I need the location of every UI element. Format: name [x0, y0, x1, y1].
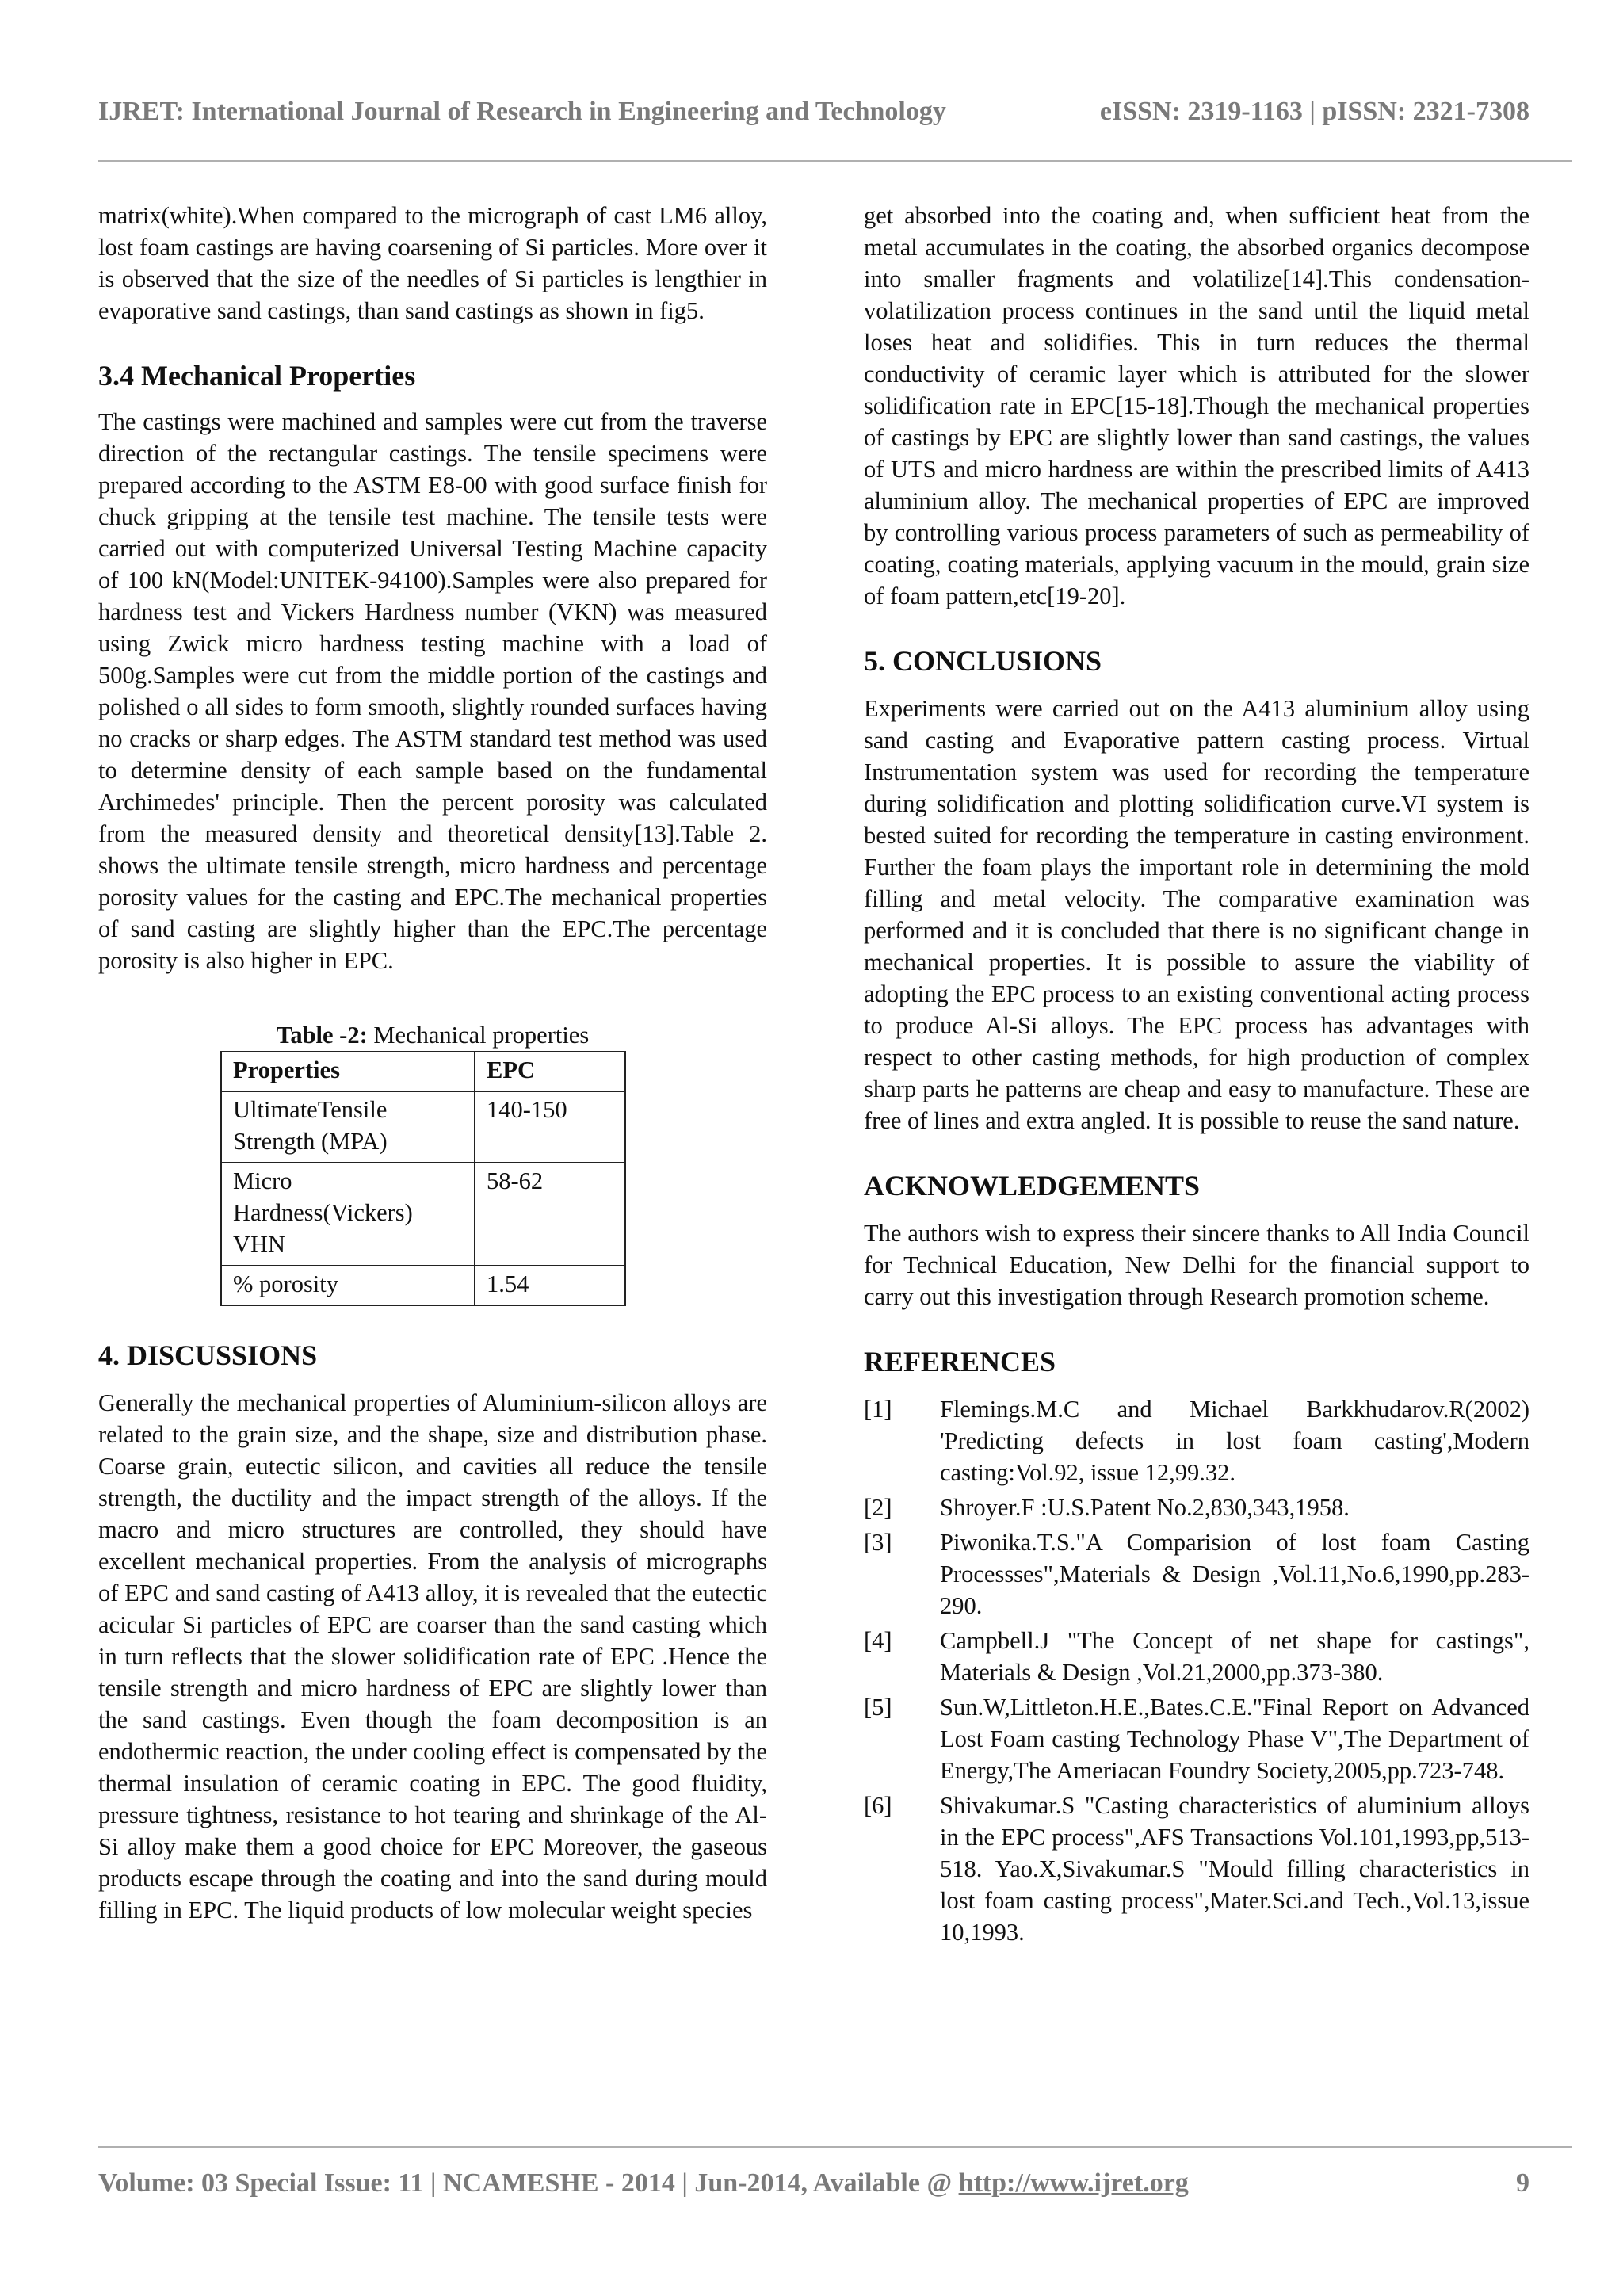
table-row	[221, 1091, 625, 1163]
reference-item: [1] Flemings.M.C and Michael Barkkhudarov.R(2002) 'Predicting defects in lost foam casting',Modern casting:Vol.92, issue 12,99.32.	[864, 1396, 1529, 1486]
table-header-cell: EPC	[475, 1052, 625, 1091]
left-column	[98, 200, 767, 1926]
references-heading: REFERENCES	[864, 1346, 1056, 1377]
table-cell: % porosity	[221, 1266, 475, 1305]
table-cell: Micro Hardness(Vickers) VHN	[221, 1163, 475, 1266]
table-caption: Table -2: Mechanical properties	[276, 1022, 590, 1049]
page-number: 9	[1516, 2168, 1529, 2198]
table-row	[221, 1163, 625, 1266]
right-column	[864, 200, 1529, 1951]
footer-rule	[98, 2146, 1572, 2148]
journal-title: IJRET: International Journal of Research in Engineering and Technology	[98, 97, 946, 126]
discussions-paragraph: Generally the mechanical properties of Aluminium-silicon alloys are related to the grain size, and the shape, size and distribution phase. Coarse grain, eutectic silicon, and cavities all reduce the tensile strength, the ductility and the impact strength of the alloys. If the macro and micro structures are controlled, they should have excellent mechanical properties. From the analysis of micrographs of EPC and sand casting of A413 alloy, it is revealed that the eutectic acicular Si particles of EPC are coarser than the sand casting which in turn reflects that the slower solidification rate of EPC .Hence the tensile strength and micro hardness of EPC are slightly lower than the sand castings. Even though the foam decomposition is an endothermic reaction, the under cooling effect is compensated by the thermal insulation of ceramic coating in EPC. The good fluidity, pressure tightness, resistance to hot tearing and shrinkage of the Al-Si alloy make them a good choice for EPC Moreover, the gaseous products escape through the coating and into the sand during mould filling in EPC. The liquid products of low molecular weight species	[98, 1389, 767, 1924]
mechanical-properties-paragraph: The castings were machined and samples were cut from the traverse direction of the rectangular castings. The tensile specimens were prepared according to the ASTM E8-00 with good surface finish for chuck gripping at the tensile test machine. The tensile tests were carried out with computerized Universal Testing Machine capacity of 100 kN(Model:UNITEK-94100).Samples were also prepared for hardness test and Vickers Hardness number (VKN) was measured using Zwick micro hardness testing machine with a load of 500g.Samples were cut from the middle portion of the castings and polished o all sides to form smooth, slightly rounded surfaces having no cracks or sharp edges. The ASTM standard test method was used to determine density of each sample based on the fundamental Archimedes' principle. Then the percent porosity was calculated from the measured density and theoretical density[13].Table 2. shows the ultimate tensile strength, micro hardness and percentage porosity values for the casting and EPC.The mechanical properties of sand casting are slightly higher than the EPC.The percentage porosity is also higher in EPC.	[98, 408, 767, 974]
discussions-heading: 4. DISCUSSIONS	[98, 1339, 318, 1371]
reference-item: [3] Piwonika.T.S."A Comparision of lost foam Casting Processses",Materials & Design ,Vol.11,No.6,1990,pp.283-290.	[864, 1529, 1529, 1619]
table-row	[221, 1266, 625, 1305]
acknowledgements-paragraph: The authors wish to express their sincere thanks to All India Council for Technical Education, New Delhi for the financial support to carry out this investigation through Research promotion scheme.	[864, 1220, 1529, 1310]
reference-item: [2] Shroyer.F :U.S.Patent No.2,830,343,1958.	[864, 1494, 1350, 1521]
issn-info: eISSN: 2319-1163 | pISSN: 2321-7308	[1099, 97, 1529, 126]
mechanical-properties-table	[220, 1051, 626, 1306]
table-cell: 58-62	[475, 1163, 625, 1266]
references-list	[864, 1393, 1529, 1948]
running-footer	[98, 2168, 1529, 2199]
table-cell: UltimateTensile Strength (MPA)	[221, 1091, 475, 1163]
intro-paragraph: matrix(white).When compared to the micrograph of cast LM6 alloy, lost foam castings are having coarsening of Si particles. More over it is observed that the size of the needles of Si particles is lengthier in evaporative sand castings, than sand castings as shown in fig5.	[98, 202, 767, 324]
continued-paragraph: get absorbed into the coating and, when sufficient heat from the metal accumulates in the coating, the absorbed organics decompose into smaller fragments and volatilize[14].This condensation-volatilization process continues in the sand until the liquid metal loses heat and solidifies. This in turn reduces the thermal conductivity of ceramic layer which is attributed for the slower solidification rate in EPC[15-18].Though the mechanical properties of castings by EPC are slightly lower than sand castings, the values of UTS and micro hardness are within the prescribed limits of A413 aluminium alloy. The mechanical properties of EPC are improved by controlling various process parameters of such as permeability of coating, coating materials, applying vacuum in the mould, grain size of foam pattern,etc[19-20].	[864, 202, 1529, 609]
table-header-row	[221, 1052, 625, 1091]
reference-item: [6] Shivakumar.S "Casting characteristics of aluminium alloys in the EPC process",AFS Transactions Vol.101,1993,pp,513-518. Yao.X,Sivakumar.S "Mould filling characteristics in lost foam casting process",Mater.Sci.and Tech.,Vol.13,issue 10,1993.	[864, 1792, 1529, 1946]
header-rule	[98, 160, 1572, 162]
table-cell: 140-150	[475, 1091, 625, 1163]
conclusions-heading: 5. CONCLUSIONS	[864, 645, 1102, 677]
footer-text: Volume: 03 Special Issue: 11 | NCAMESHE - 2014 | Jun-2014, Available @	[98, 2168, 959, 2198]
mechanical-properties-heading: 3.4 Mechanical Properties	[98, 360, 416, 392]
reference-item: [5] Sun.W,Littleton.H.E.,Bates.C.E."Final Report on Advanced Lost Foam casting Technology Phase V",The Department of Energy,The Ameriacan Foundry Society,2005,pp.723-748.	[864, 1694, 1529, 1784]
reference-item: [4] Campbell.J "The Concept of net shape for castings", Materials & Design ,Vol.21,2000,pp.373-380.	[864, 1627, 1529, 1686]
table-cell: 1.54	[475, 1266, 625, 1305]
acknowledgements-heading: ACKNOWLEDGEMENTS	[864, 1170, 1201, 1201]
journal-link[interactable]: http://www.ijret.org	[958, 2168, 1189, 2198]
table-header-cell: Properties	[221, 1052, 475, 1091]
conclusions-paragraph: Experiments were carried out on the A413 aluminium alloy using sand casting and Evaporative pattern casting process. Virtual Instrumentation system was used for recording the temperature during solidification and plotting solidification curve.VI system is bested suited for recording the temperature in casting environment. Further the foam plays the important role in determining the mold filling and metal velocity. The comparative examination was performed and it is concluded that there is no significant change in mechanical properties. It is possible to assure the viability of adopting the EPC process to an existing conventional acting process to produce Al-Si alloys. The EPC process has advantages with respect to other casting methods, for high production of complex sharp parts he patterns are cheap and easy to manufacture. These are free of lines and extra angled. It is possible to reuse the sand nature.	[864, 695, 1529, 1134]
